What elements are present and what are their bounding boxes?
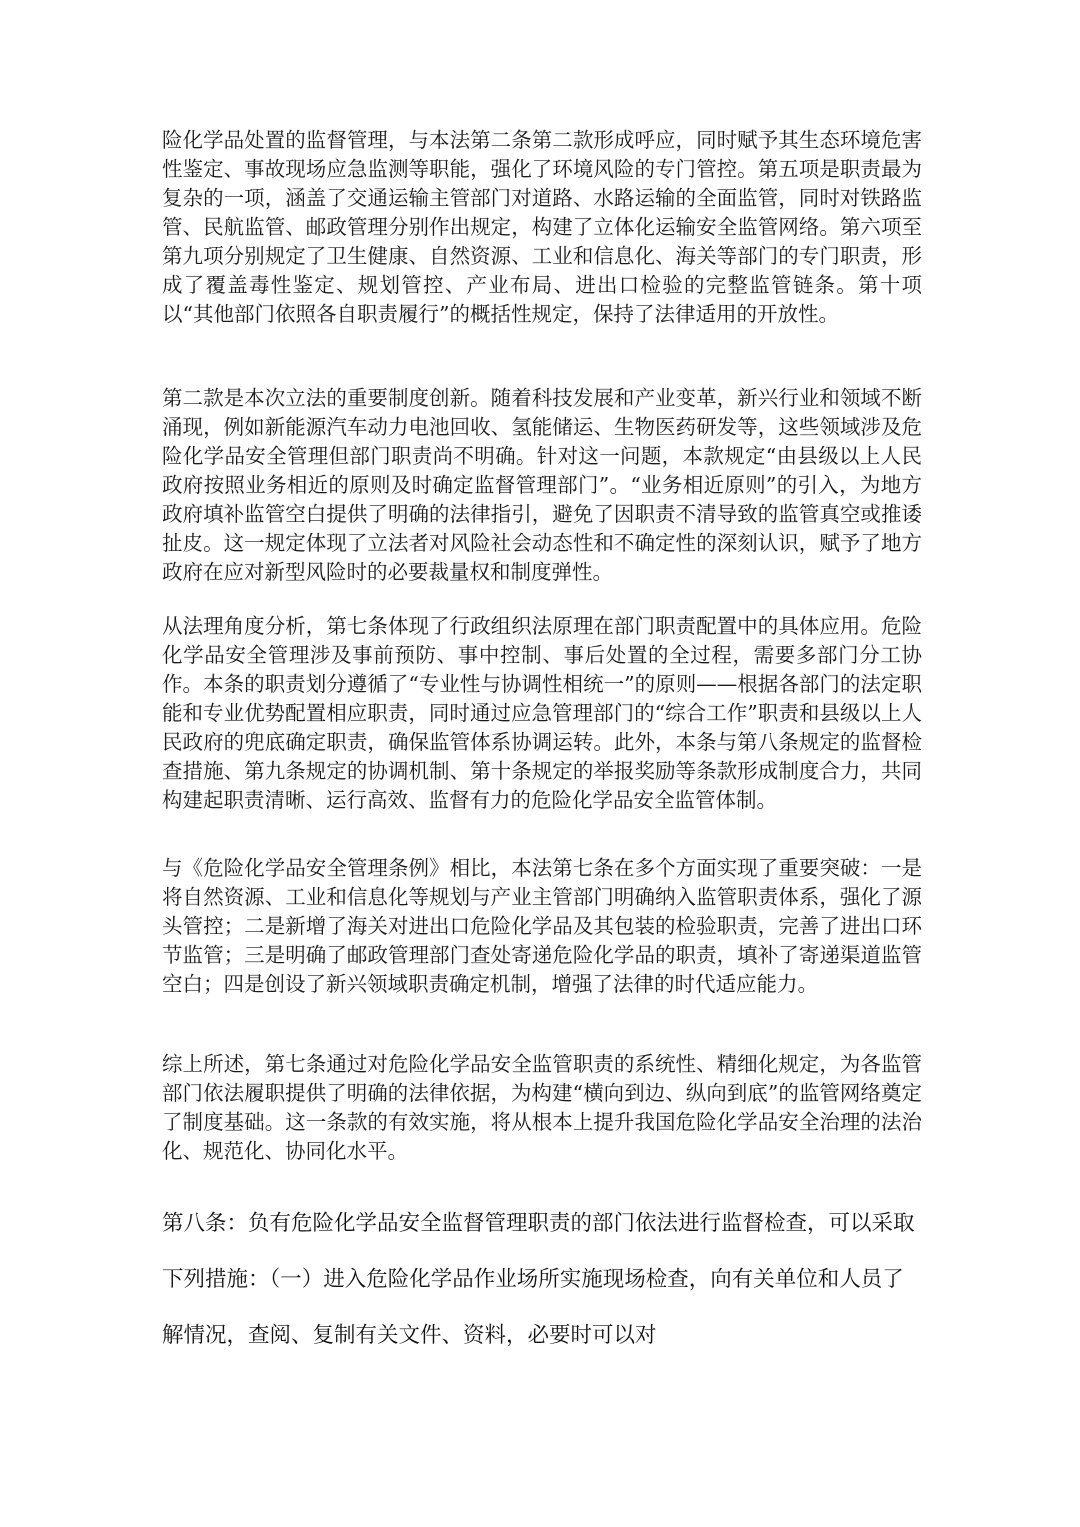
paragraph-1: 险化学品处置的监督管理，与本法第二条第二款形成呼应，同时赋予其生态环境危害性鉴定、事故现场应急监测等职能，强化了环境风险的专门管控。第五项是职责最为复杂的一项，涵盖了交通运输主管部门对道路、水路运输的全面监管，同时对铁路监管、民航监管、邮政管理分别作出规定，构建了立体化运输安全监管网络。第六项至第九项分别规定了卫生健康、自然资源、工业和信息化、海关等部门的专门职责，形成了覆盖毒性鉴定、规划管控、产业布局、进出口检验的完整监管链条。第十项以“其他部门依照各自职责履行”的概括性规定，保持了法律适用的开放性。: [162, 128, 922, 326]
paragraph-4: 与《危险化学品安全管理条例》相比，本法第七条在多个方面实现了重要突破：一是将自然资源、工业和信息化等规划与产业主管部门明确纳入监管职责体系，强化了源头管控；二是新增了海关对进出口危险化学品及其包装的检验职责，完善了进出口环节监管；三是明确了邮政管理部门查处寄递危险化学品的职责，填补了寄递渠道监管空白；四是创设了新兴领域职责确定机制，增强了法律的时代适应能力。: [162, 856, 922, 996]
paragraph-3: 从法理角度分析，第七条体现了行政组织法原理在部门职责配置中的具体应用。危险化学品安全管理涉及事前预防、事中控制、事后处置的全过程，需要多部门分工协作。本条的职责划分遵循了“专业性与协调性相统一”的原则——根据各部门的法定职能和专业优势配置相应职责，同时通过应急管理部门的“综合工作”职责和县级以上人民政府的兜底确定职责，确保监管体系协调运转。此外，本条与第八条规定的监督检查措施、第九条规定的协调机制、第十条规定的举报奖励等条款形成制度合力，共同构建起职责清晰、运行高效、监督有力的危险化学品安全监管体制。: [162, 614, 922, 812]
paragraph-2: 第二款是本次立法的重要制度创新。随着科技发展和产业变革，新兴行业和领域不断涌现，例如新能源汽车动力电池回收、氢能储运、生物医药研发等，这些领域涉及危险化学品安全管理但部门职责尚不明确。针对这一问题，本款规定“由县级以上人民政府按照业务相近的原则及时确定监督管理部门”。“业务相近原则”的引入，为地方政府填补监管空白提供了明确的法律指引，避免了因职责不清导致的监管真空或推诿扯皮。这一规定体现了立法者对风险社会动态性和不确定性的深刻认识，赋予了地方政府在应对新型风险时的必要裁量权和制度弹性。: [162, 386, 922, 584]
article-8-text: 第八条：负有危险化学品安全监督管理职责的部门依法进行监督检查，可以采取下列措施：（一）进入危险化学品作业场所实施现场检查，向有关单位和人员了解情况，查阅、复制有关文件、资料，必要时可以对: [162, 1211, 915, 1348]
paragraph-5: 综上所述，第七条通过对危险化学品安全监管职责的系统性、精细化规定，为各监管部门依法履职提供了明确的法律依据，为构建“横向到边、纵向到底”的监管网络奠定了制度基础。这一条款的有效实施，将从根本上提升我国危险化学品安全治理的法治化、规范化、协同化水平。: [162, 1052, 922, 1163]
